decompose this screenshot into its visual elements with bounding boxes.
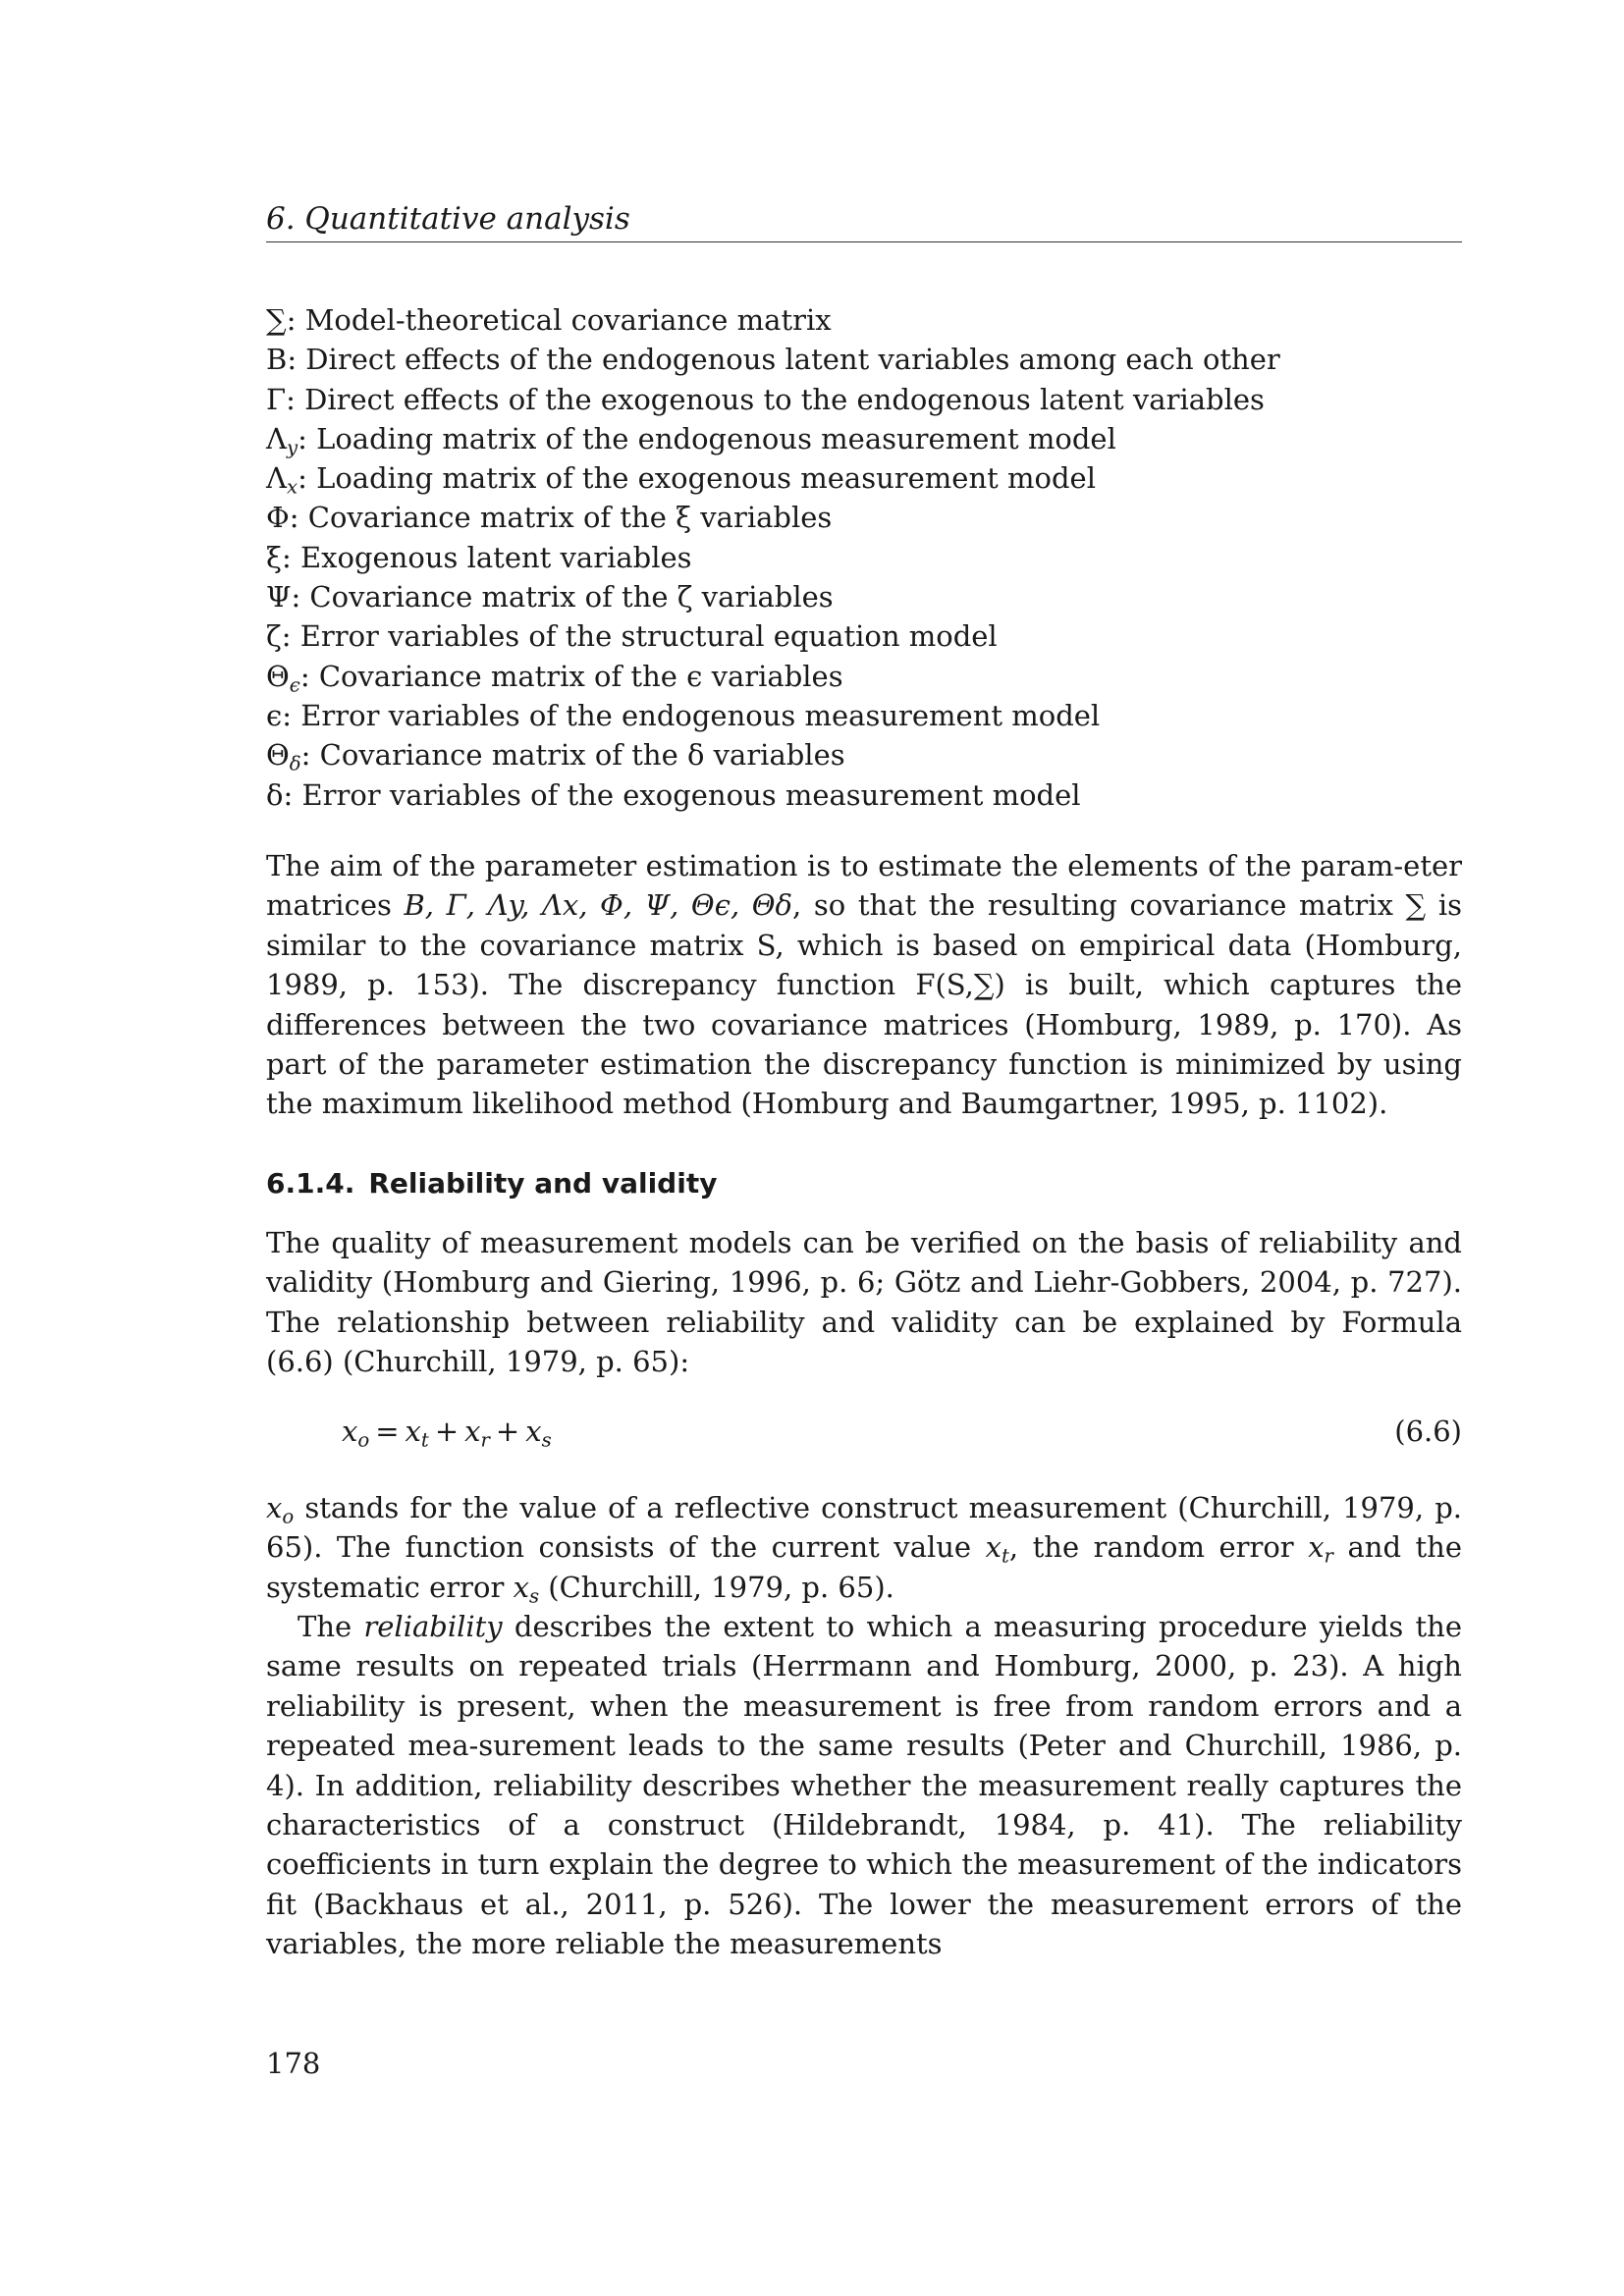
symbol: Λ [266,421,287,455]
symbol: Γ [266,382,287,416]
symbol: Θ [266,738,290,773]
symbol: Φ [266,501,290,535]
symbol-description: : Loading matrix of the endogenous measurement model [298,421,1116,455]
symbol-list-item [266,657,1462,696]
symbol: Λ [266,461,287,496]
matrix-list: B, Γ, Λy, Λx, Φ, Ψ, Θϵ, Θδ [404,888,793,923]
symbol: Ψ [266,580,292,614]
equation-6-6 [266,1410,1462,1453]
running-title: 6. Quantitative analysis [266,201,630,237]
symbol: ζ [266,619,282,654]
symbol: ϵ [266,698,283,732]
symbol-list-item [266,340,1462,379]
running-header [266,196,1462,242]
symbol-description: : Direct effects of the exogenous to the endogenous latent variables [286,382,1265,416]
section-title: Reliability and validity [368,1167,718,1200]
symbol-description: : Covariance matrix of the ϵ variables [299,659,843,693]
symbol-description: : Loading matrix of the exogenous measurement model [298,461,1096,496]
paragraph-parameter-estimation [266,846,1462,1124]
paragraph-measurement-quality [266,1223,1462,1382]
equation-number: (6.6) [1394,1415,1462,1448]
symbol: ξ [266,540,282,574]
estimation-text-2: , so that the resulting covariance matrix ∑ is similar to the covariance matrix S, which is based on empirical data (Homburg, 1989, p. 153). The discrepancy function F(S,∑) is built, which captures the differences between the two covariance matrices (Homburg, 1989, p. 170). As part of the parameter estimation the discrepancy function is minimized by using the maximum likelihood method (Homburg and Baumgartner, 1995, p. 1102). [266,888,1463,1121]
symbol-list [266,300,1462,815]
reliability-term: reliability [363,1610,503,1643]
symbol: Θ [266,659,290,693]
symbol-subscript: x [286,475,298,499]
symbol: ∑ [266,303,287,337]
symbol-description: : Direct effects of the endogenous latent variables among each other [287,343,1280,377]
symbol-subscript: y [286,436,298,459]
symbol-description: : Covariance matrix of the ζ variables [291,580,834,614]
symbol-list-item [266,458,1462,498]
section-number: 6.1.4. [266,1167,355,1200]
symbol-list-item [266,696,1462,735]
symbol-subscript: δ [289,752,301,775]
paragraph-reliability: The reliability describes the extent to which a measuring procedure yields the same results on repeated trials (Herrmann and Homburg, 2000, p. 23). A high reliability is present, when the measurement is free from random errors and a repeated mea-surement leads to the same results (Peter and Churchill, 1986, p. 4). In addition, reliability describes whether the measurement really captures the characteristics of a construct (Hildebrandt, 1984, p. 41). The reliability coefficients in turn explain the degree to which the measurement of the indicators fit (Backhaus et al., 2011, p. 526). The lower the measurement errors of the variables, the more reliable the measurements [266,1610,1463,1961]
symbol-description: : Error variables of the exogenous measurement model [283,777,1081,812]
symbol-description: : Model-theoretical covariance matrix [286,303,832,337]
symbol-description: : Error variables of the structural equation model [281,619,998,654]
symbol-description: : Covariance matrix of the δ variables [300,738,845,773]
symbol-list-item [266,775,1462,815]
symbol-description: : Error variables of the endogenous measurement model [282,698,1101,732]
symbol-list-item [266,419,1462,458]
symbol-list-item [266,380,1462,419]
symbol-description: : Covariance matrix of the ξ variables [289,501,833,535]
symbol-list-item [266,538,1462,577]
page-number: 178 [266,2047,321,2080]
equation-formula: $x_o = x_t + x_r + x_s$ [342,1415,552,1452]
quality-text: The quality of measurement models can be verified on the basis of reliability and validity (Homburg and Giering, 1996, p. 6; Götz and Liehr-Gobbers, 2004, p. 727). The relationship between reliability and validity can be explained by Formula (6.6) (Churchill, 1979, p. 65): [266,1226,1462,1379]
symbol-subscript: ϵ [289,673,300,697]
estimation-text-1: The aim of the parameter estimation is to estimate the elements of the param-eter matrices [266,849,1462,923]
symbol: B [266,343,288,377]
symbol-list-item [266,577,1462,616]
symbol-list-item [266,735,1462,774]
symbol-list-item [266,498,1462,537]
paragraph-xo-definition: $x_o$ stands for the value of a reflective construct measurement (Churchill, 1979, p. 65). The function consists of the current value $x_t$, the random error $x_r$ and the systematic error $x_s$ (Churchill, 1979, p. 65). [266,1491,1462,1608]
section-heading [266,1164,717,1203]
symbol-list-item [266,300,1462,340]
symbol-list-item [266,616,1462,656]
symbol-description: : Exogenous latent variables [281,540,692,574]
symbol: δ [266,777,284,812]
